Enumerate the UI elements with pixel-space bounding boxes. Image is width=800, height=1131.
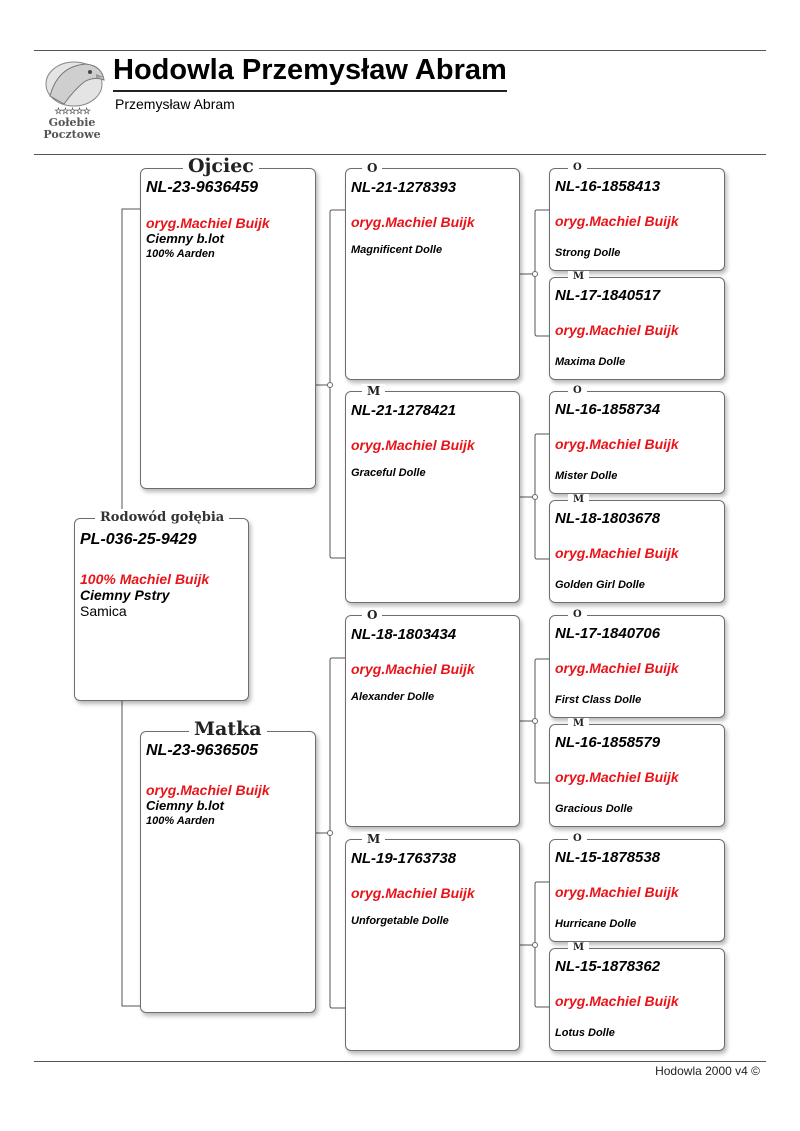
great-grandparent-ring-number: NL-17-1840517: [555, 287, 661, 304]
pigeon-ring-number: PL-036-25-9429: [80, 531, 197, 548]
great-grandparent-name: Golden Girl Dolle: [555, 579, 645, 591]
footer-text: Hodowla 2000 v4 ©: [655, 1064, 760, 1078]
great-grandparent-origin: oryg.Machiel Buijk: [555, 545, 679, 561]
great-grandparent-origin: oryg.Machiel Buijk: [555, 660, 679, 676]
page-subtitle: Przemysław Abram: [115, 96, 235, 112]
great-grandparent-origin: oryg.Machiel Buijk: [555, 993, 679, 1009]
great-grandparent-origin: oryg.Machiel Buijk: [555, 213, 679, 229]
great-grandparent-name: Gracious Dolle: [555, 803, 633, 815]
grandparent-ring-number: NL-19-1763738: [351, 850, 457, 867]
grandparent-origin: oryg.Machiel Buijk: [351, 214, 475, 230]
great-grandparent-card[interactable]: [549, 833, 725, 942]
great-grandparent-name: Strong Dolle: [555, 247, 621, 259]
footer-rule: [34, 1061, 766, 1062]
grandparent-name: Alexander Dolle: [351, 691, 435, 703]
grandparent-caption: O: [362, 161, 382, 175]
grandparent-name: Unforgetable Dolle: [351, 915, 449, 927]
great-grandparent-ring-number: NL-15-1878538: [555, 849, 661, 866]
great-grandparent-ring-number: NL-16-1858734: [555, 401, 661, 418]
mother-note: 100% Aarden: [146, 815, 215, 827]
grandparent-caption: M: [362, 832, 385, 846]
grandparent-name: Graceful Dolle: [351, 467, 426, 479]
logo-text-line2: Pocztowe: [43, 128, 101, 141]
great-grandparent-caption: M: [568, 494, 589, 506]
grandparent-card[interactable]: [345, 608, 520, 827]
great-grandparent-ring-number: NL-16-1858413: [555, 178, 661, 195]
great-grandparent-caption: O: [568, 833, 587, 845]
father-ring-number: NL-23-9636459: [146, 179, 259, 196]
father-color: Ciemny b.lot: [146, 231, 225, 246]
father-caption: Ojciec: [183, 155, 259, 177]
great-grandparent-name: Hurricane Dolle: [555, 918, 637, 930]
header-rule: [34, 154, 766, 155]
logo-stars: ☆☆☆☆☆: [54, 107, 90, 117]
great-grandparent-card[interactable]: [549, 494, 725, 603]
grandparent-origin: oryg.Machiel Buijk: [351, 437, 475, 453]
mother-caption: Matka: [189, 718, 267, 740]
father-note: 100% Aarden: [146, 248, 215, 260]
pigeon-sex: Samica: [80, 603, 127, 619]
great-grandparent-ring-number: NL-18-1803678: [555, 510, 661, 527]
great-grandparent-card[interactable]: [549, 609, 725, 718]
great-grandparent-caption: O: [568, 385, 587, 397]
pigeon-origin: 100% Machiel Buijk: [80, 571, 210, 587]
pigeon-color: Ciemny Pstry: [80, 587, 170, 603]
great-grandparent-origin: oryg.Machiel Buijk: [555, 769, 679, 785]
mother-ring-number: NL-23-9636505: [146, 742, 259, 759]
great-grandparent-ring-number: NL-17-1840706: [555, 625, 661, 642]
great-grandparent-name: Maxima Dolle: [555, 356, 626, 368]
grandparent-card[interactable]: [345, 832, 520, 1051]
great-grandparent-name: First Class Dolle: [555, 694, 642, 706]
great-grandparent-card[interactable]: [549, 942, 725, 1051]
grandparent-origin: oryg.Machiel Buijk: [351, 885, 475, 901]
great-grandparent-name: Mister Dolle: [555, 470, 618, 482]
great-grandparent-origin: oryg.Machiel Buijk: [555, 884, 679, 900]
grandparent-ring-number: NL-18-1803434: [351, 626, 457, 643]
pigeon-card-caption: Rodowód gołębia: [95, 509, 229, 527]
great-grandparent-origin: oryg.Machiel Buijk: [555, 322, 679, 338]
great-grandparent-card[interactable]: [549, 385, 725, 494]
grandparent-ring-number: NL-21-1278421: [351, 402, 457, 419]
father-card[interactable]: [140, 155, 316, 489]
grandparent-origin: oryg.Machiel Buijk: [351, 661, 475, 677]
grandparent-card[interactable]: [345, 161, 520, 380]
great-grandparent-name: Lotus Dolle: [555, 1027, 615, 1039]
top-rule: [34, 50, 766, 51]
mother-origin: oryg.Machiel Buijk: [146, 782, 270, 798]
great-grandparent-caption: M: [568, 271, 589, 283]
great-grandparent-caption: M: [568, 718, 589, 730]
grandparent-ring-number: NL-21-1278393: [351, 179, 457, 196]
great-grandparent-ring-number: NL-15-1878362: [555, 958, 661, 975]
mother-card[interactable]: [140, 718, 316, 1013]
grandparent-card[interactable]: [345, 384, 520, 603]
logo-text-line1: Gołebie: [48, 116, 96, 129]
grandparent-caption: O: [362, 608, 382, 622]
great-grandparent-caption: M: [568, 942, 589, 954]
grandparent-caption: M: [362, 384, 385, 398]
great-grandparent-card[interactable]: [549, 162, 725, 271]
logo-caption: [34, 107, 110, 141]
great-grandparent-ring-number: NL-16-1858579: [555, 734, 661, 751]
great-grandparent-caption: O: [568, 162, 587, 174]
pigeon-card[interactable]: [74, 510, 249, 701]
page-title: Hodowla Przemysław Abram: [113, 52, 507, 92]
mother-color: Ciemny b.lot: [146, 798, 225, 813]
great-grandparent-origin: oryg.Machiel Buijk: [555, 436, 679, 452]
great-grandparent-card[interactable]: [549, 718, 725, 827]
grandparent-name: Magnificent Dolle: [351, 244, 443, 256]
father-origin: oryg.Machiel Buijk: [146, 215, 270, 231]
great-grandparent-card[interactable]: [549, 271, 725, 380]
great-grandparent-caption: O: [568, 609, 587, 621]
